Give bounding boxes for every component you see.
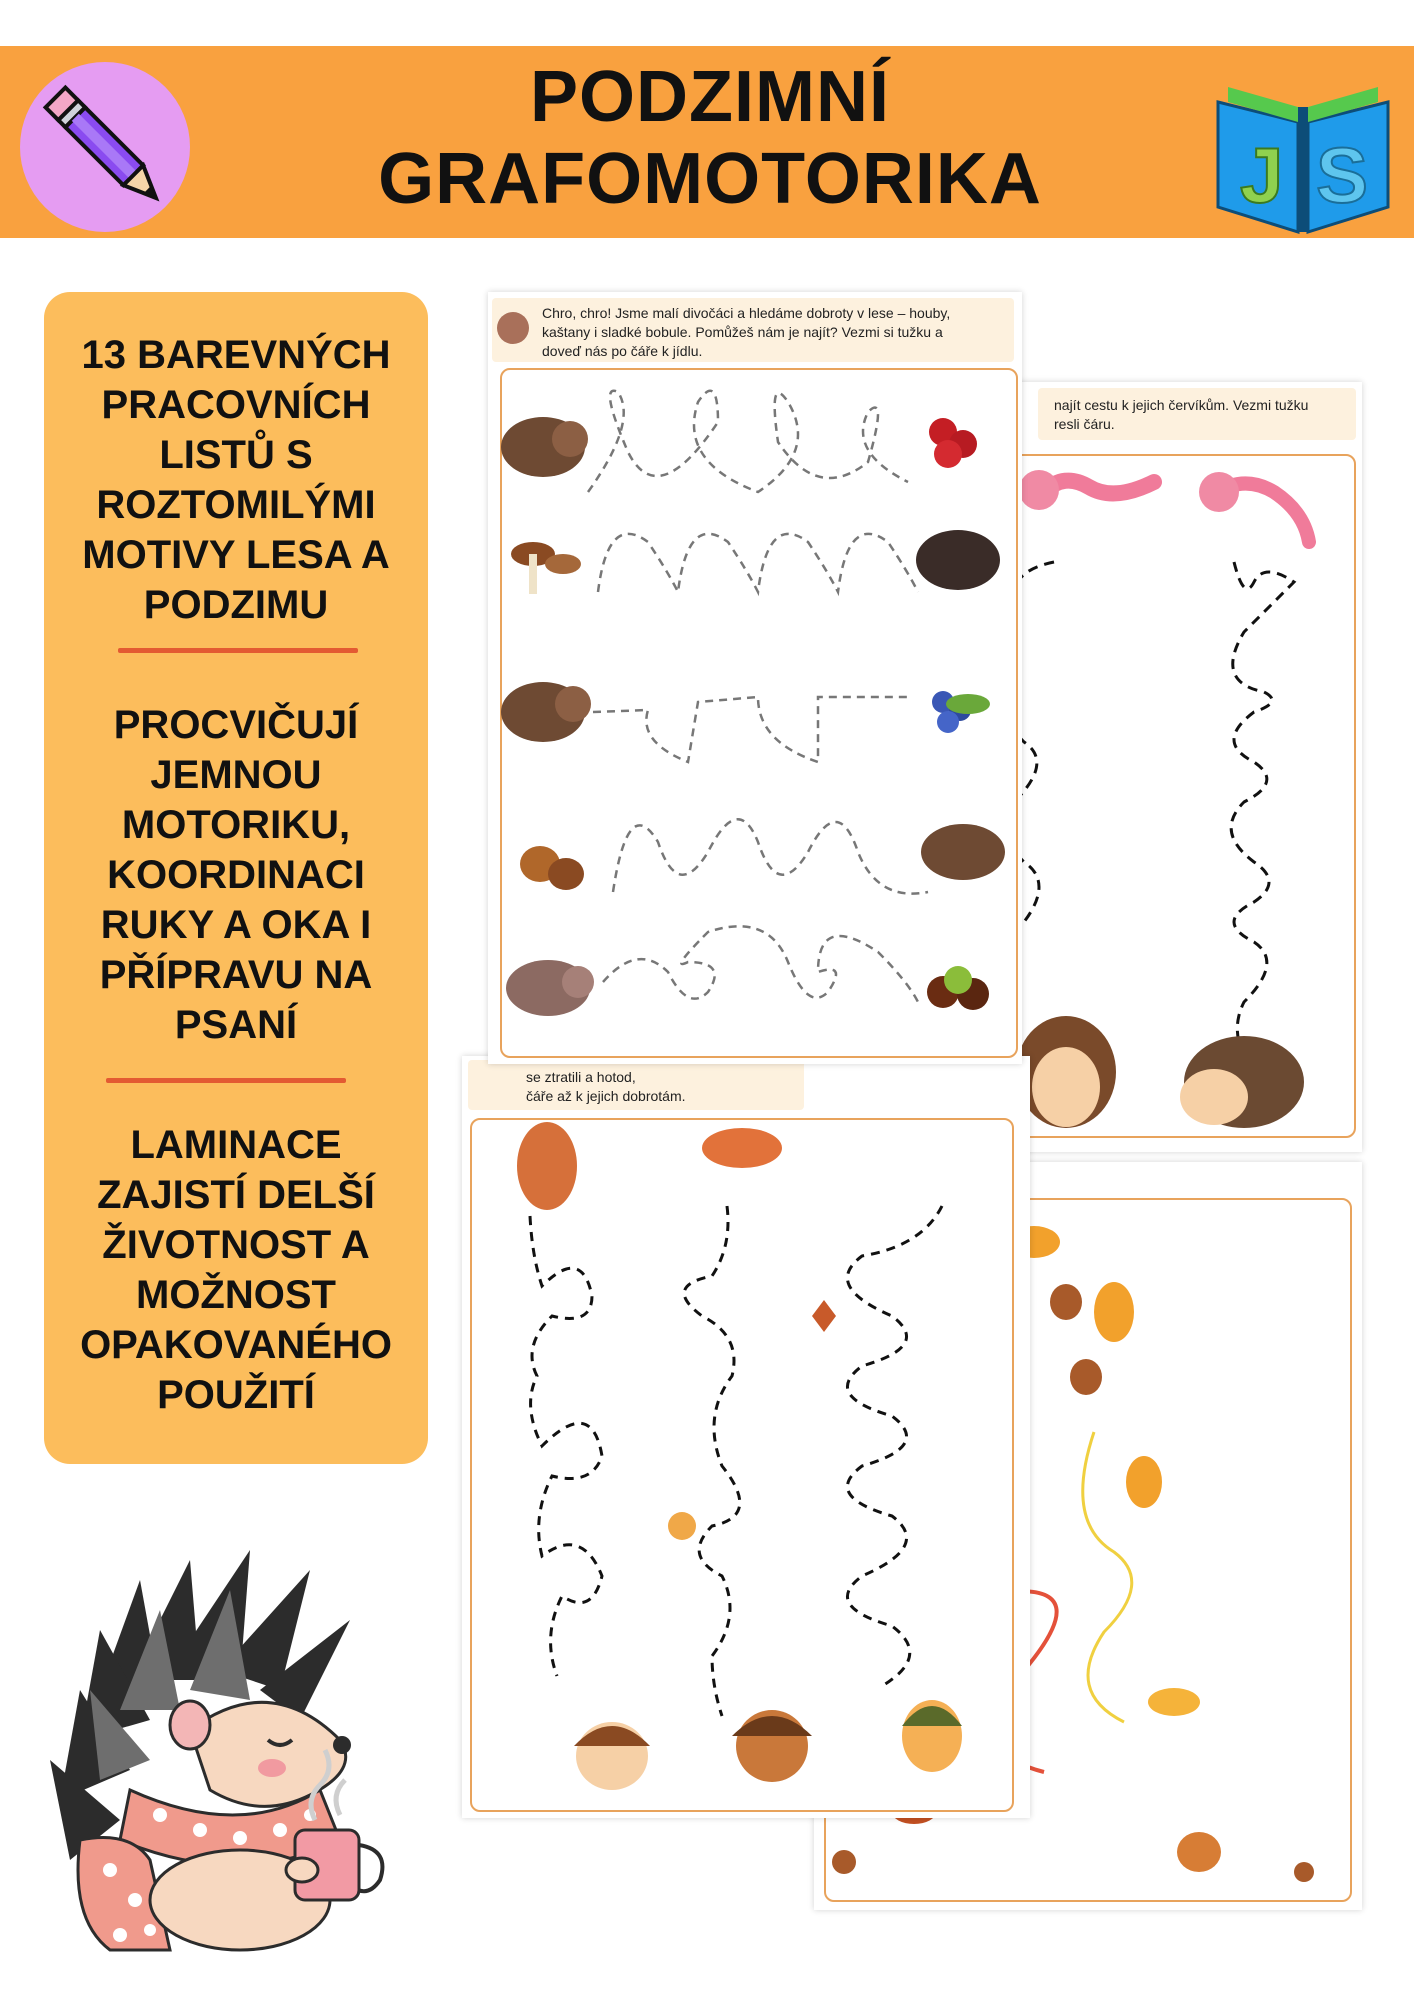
instruction-line: kaštany i sladké bobule. Pomůžeš nám je najít? Vezmi si tužku a <box>542 324 943 340</box>
hedgehog-illustration <box>40 1540 460 1960</box>
feature-line: 13 BAREVNÝCH <box>81 333 391 377</box>
feature-line: ZAJISTÍ DELŠÍ <box>97 1173 375 1217</box>
feature-line: LISTŮ S <box>159 433 313 477</box>
feature-line: PRACOVNÍCH <box>101 383 371 427</box>
feature-line: MOTORIKU, <box>121 803 351 847</box>
pencil-logo <box>20 62 190 232</box>
logo-letter-j: J <box>1240 131 1284 219</box>
feature-line: KOORDINACI <box>107 853 365 897</box>
feature-line: RUKY A OKA I <box>100 903 372 947</box>
feature-line: PŘÍPRAVU NA <box>99 953 373 997</box>
instruction-line: resli čáru. <box>1054 416 1115 432</box>
instruction-line: Chro, chro! Jsme malí divočáci a hledáme dobroty v lese – houby, <box>542 305 951 321</box>
feature-line: OPAKOVANÉHO <box>80 1323 392 1367</box>
feature-line: PROCVIČUJÍ <box>113 703 359 747</box>
separator <box>106 1078 346 1083</box>
feature-line: MOŽNOST <box>136 1273 336 1317</box>
logo-letter-s: S <box>1316 131 1369 219</box>
instruction-line: se ztratili a hotod, <box>526 1069 636 1085</box>
title-line-2: GRAFOMOTORIKA <box>378 139 1042 219</box>
squirrel-paths <box>462 1056 1030 1818</box>
title-line-1: PODZIMNÍ <box>530 57 890 137</box>
feature-line: PSANÍ <box>174 1003 298 1047</box>
feature-line: POUŽITÍ <box>157 1373 315 1417</box>
book-logo <box>1208 62 1398 232</box>
pencil-icon <box>20 62 190 232</box>
boar-paths <box>488 292 1022 1064</box>
instruction-line: najít cestu k jejich červíkům. Vezmi tužku <box>1054 397 1309 413</box>
feature-line: LAMINACE <box>130 1123 342 1167</box>
feature-lamination <box>44 1120 428 1420</box>
feature-line: MOTIVY LESA A <box>82 533 390 577</box>
feature-skills <box>44 700 428 1050</box>
instruction-line: čáře až k jejich dobrotám. <box>526 1088 686 1104</box>
feature-line: ROZTOMILÝMI <box>96 483 376 527</box>
feature-line: PODZIMU <box>143 583 329 627</box>
sheet-boars <box>488 292 1022 1064</box>
feature-sheets <box>44 330 428 630</box>
feature-line: JEMNOU <box>150 753 322 797</box>
feature-line: ŽIVOTNOST A <box>102 1223 370 1267</box>
separator <box>118 648 358 653</box>
instruction-line: doveď nás po čáře k jídlu. <box>542 343 703 359</box>
page-title <box>260 56 1160 220</box>
features-panel <box>44 292 428 1464</box>
sheet-squirrels <box>462 1056 1030 1818</box>
